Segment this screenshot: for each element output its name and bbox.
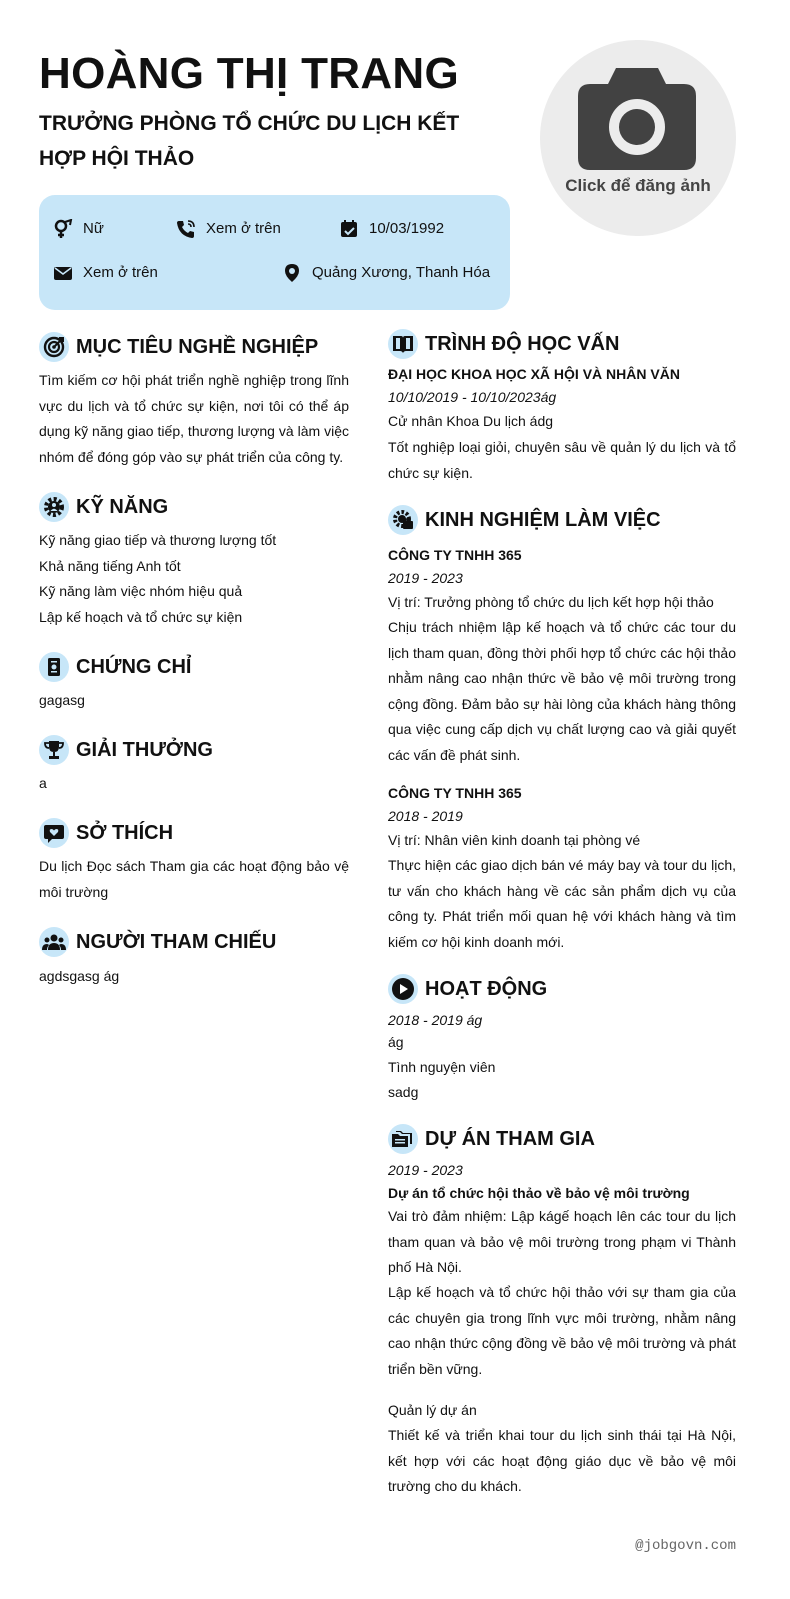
references-text: agdsgasg ág	[39, 968, 120, 984]
dob-info	[339, 219, 444, 239]
hobbies-text: Du lịch Đọc sách Tham gia các hoạt động bảo vệ môi trường	[39, 858, 349, 900]
phone-value: Xem ở trên	[206, 220, 281, 237]
certificates-title: CHỨNG CHỈ	[76, 655, 192, 678]
job-desc: Chịu trách nhiệm lập kế hoạch và tổ chức các tour du lịch tham quan, đồng thời phối hợp tổ chức các hội thảo nhằm nâng cao nhận thức về bảo vệ môi trường trong cộng đồng. Đảm bảo sự hài lòng của khách hàng thông qua việc cung cấp dịch vụ chất lượng cao và giải quyết các vấn đề phát sinh.	[388, 619, 736, 763]
skills-title: KỸ NĂNG	[76, 495, 169, 518]
projects-title: DỰ ÁN THAM GIA	[425, 1127, 595, 1150]
certificate-icon	[43, 656, 65, 678]
location-pin-icon	[282, 263, 302, 283]
objective-title: MỤC TIÊU NGHỀ NGHIỆP	[76, 335, 319, 358]
project-desc: Lập kế hoạch và tổ chức hội thảo với sự tham gia của các chuyên gia trong lĩnh vực môi trường, nhằm nâng cao nhận thức cộng đồng về bảo vệ môi trường và phát triển bền vững.	[388, 1284, 736, 1377]
photo-upload[interactable]	[540, 40, 736, 236]
gender-icon	[53, 219, 73, 239]
book-icon	[392, 333, 414, 355]
email-value: Xem ở trên	[83, 264, 158, 281]
activity-desc: sadg	[388, 1084, 419, 1100]
play-icon	[391, 977, 415, 1001]
job-company: CÔNG TY TNHH 365	[388, 785, 522, 801]
calendar-icon	[339, 219, 359, 239]
projects-heading	[388, 1124, 595, 1154]
activity-org: ág	[388, 1034, 404, 1050]
project-name: Dự án tổ chức hội thảo về bảo vệ môi trường	[388, 1185, 690, 1201]
objective-heading	[39, 332, 318, 362]
project-role: Vai trò đảm nhiệm: Lập kágế hoạch lên các tour du lịch tham quan và bảo vệ môi trường trong phạm vi Thành phố Hà Nội.	[388, 1208, 736, 1275]
heart-chat-icon	[43, 822, 65, 844]
briefcase-gear-icon	[392, 509, 414, 531]
skill-item: Kỹ năng làm việc nhóm hiệu quả	[39, 583, 243, 599]
education-heading	[388, 329, 619, 359]
job-period: 2019 - 2023	[388, 570, 463, 586]
education-degree: Cử nhân Khoa Du lịch ádg	[388, 413, 554, 429]
job-role: Vị trí: Nhân viên kinh doanh tại phòng vé	[388, 832, 641, 848]
folders-icon	[391, 1128, 415, 1150]
activities-title: HOẠT ĐỘNG	[425, 977, 548, 1000]
awards-text: a	[39, 775, 47, 791]
address-info	[282, 263, 490, 283]
trophy-icon	[43, 739, 65, 761]
certificates-heading	[39, 652, 191, 682]
activity-role: Tình nguyện viên	[388, 1059, 496, 1075]
skill-item: Kỹ năng giao tiếp và thương lượng tốt	[39, 532, 277, 548]
hobbies-heading	[39, 818, 173, 848]
skills-heading	[39, 492, 168, 522]
dob-value: 10/03/1992	[369, 220, 445, 237]
education-title: TRÌNH ĐỘ HỌC VẤN	[425, 332, 620, 355]
address-value: Quảng Xương, Thanh Hóa	[312, 264, 491, 281]
gender-value: Nữ	[83, 220, 104, 237]
gear-user-icon	[43, 496, 65, 518]
watermark: @jobgovn.com	[635, 1538, 736, 1554]
target-icon	[43, 336, 65, 358]
hobbies-title: SỞ THÍCH	[76, 821, 174, 844]
references-heading	[39, 927, 276, 957]
job-company: CÔNG TY TNHH 365	[388, 547, 522, 563]
candidate-name: HOÀNG THỊ TRANG	[39, 49, 460, 98]
photo-caption: Click để đăng ảnh	[565, 176, 711, 195]
education-school: ĐẠI HỌC KHOA HỌC XÃ HỘI VÀ NHÂN VĂN	[388, 366, 680, 382]
skill-item: Lập kế hoạch và tổ chức sự kiện	[39, 609, 243, 625]
job-role: Vị trí: Trưởng phòng tổ chức du lịch kết hợp hội thảo	[388, 594, 714, 610]
phone-info	[176, 219, 281, 239]
skill-item: Khả năng tiếng Anh tốt	[39, 558, 181, 574]
job-title: TRƯỞNG PHÒNG TỔ CHỨC DU LỊCH KẾT HỢP HỘI THẢO	[39, 112, 460, 170]
references-title: NGƯỜI THAM CHIẾU	[76, 930, 277, 953]
education-desc: Tốt nghiệp loại giỏi, chuyên sâu về quản lý du lịch và tổ chức sự kiện.	[388, 439, 736, 481]
activities-heading	[388, 974, 547, 1004]
email-icon	[53, 263, 73, 283]
experience-title: KINH NGHIỆM LÀM VIỆC	[425, 508, 661, 531]
awards-heading	[39, 735, 213, 765]
job-desc: Thực hiện các giao dịch bán vé máy bay và tour du lịch, tư vấn cho khách hàng về các sản phẩm dịch vụ của công ty. Phát triển mối quan hệ với khách hàng và tìm kiếm cơ hội kinh doanh mới.	[388, 857, 736, 950]
camera-icon	[578, 68, 696, 170]
gender-info	[53, 219, 104, 239]
project-desc-2: Thiết kế và triển khai tour du lịch sinh thái tại Hà Nội, kết hợp với các hoạt động giáo dục về bảo vệ môi trường cho du khách.	[388, 1427, 736, 1494]
phone-icon	[176, 219, 196, 239]
awards-title: GIẢI THƯỞNG	[76, 738, 213, 761]
experience-heading	[388, 505, 661, 535]
contact-info-box	[39, 195, 510, 310]
certificates-text: gagasg	[39, 692, 85, 708]
users-icon	[42, 931, 66, 953]
email-info	[53, 263, 158, 283]
objective-text: Tìm kiếm cơ hội phát triển nghề nghiệp trong lĩnh vực du lịch và tổ chức sự kiện, nơi tôi có thể áp dụng kỹ năng giao tiếp, thương lượng và làm việc nhóm để đóng góp vào sự phát triển của công ty.	[39, 372, 349, 465]
project-period: 2019 - 2023	[388, 1162, 463, 1178]
activity-period: 2018 - 2019 ág	[388, 1012, 483, 1028]
job-period: 2018 - 2019	[388, 808, 463, 824]
education-period: 10/10/2019 - 10/10/2023ág	[388, 389, 557, 405]
project-role-2: Quản lý dự án	[388, 1402, 477, 1418]
